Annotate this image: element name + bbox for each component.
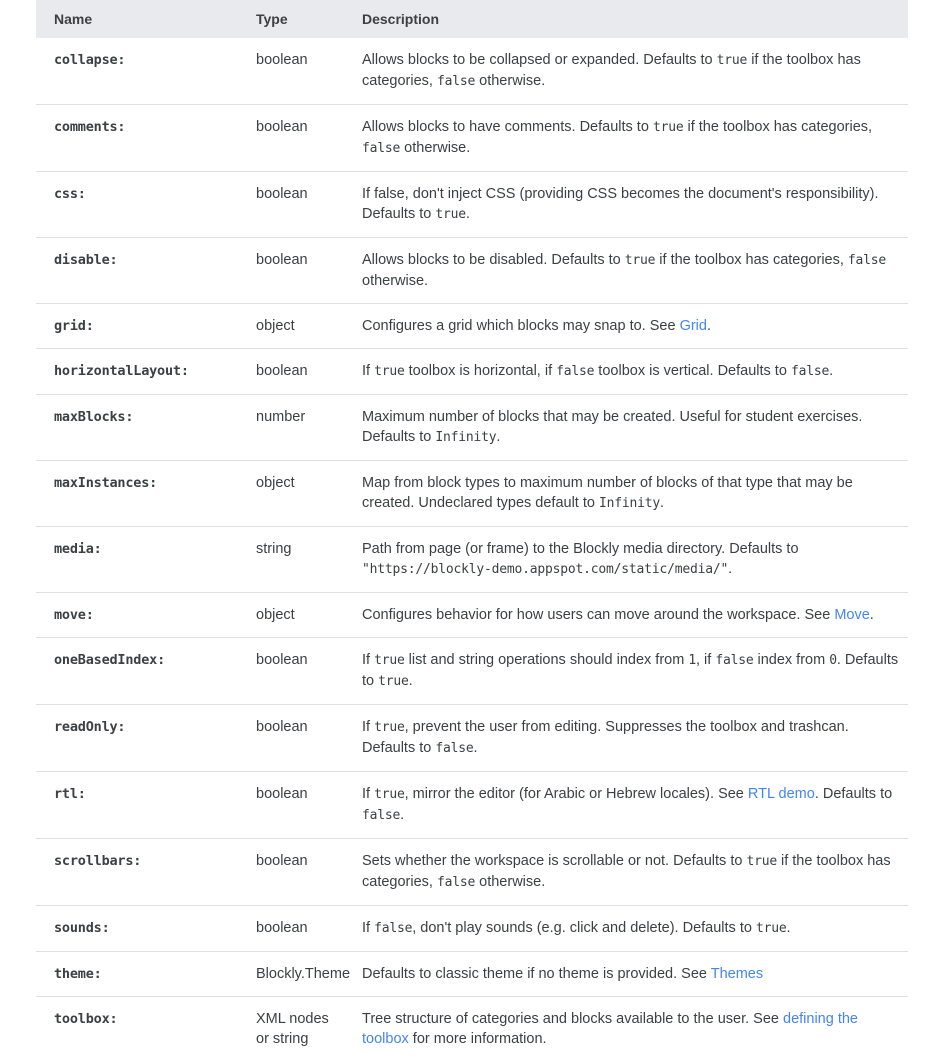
table-body	[36, 38, 908, 1061]
parameter-name: readOnly	[54, 719, 117, 735]
table-row	[36, 461, 908, 527]
cell-description	[344, 304, 908, 349]
cell-type	[238, 705, 344, 772]
parameter-name: media	[54, 541, 94, 557]
parameter-type: boolean	[256, 853, 308, 869]
parameter-description: If false, don't inject CSS (providing CSS becomes the document's responsibility). Defaults to true.	[362, 186, 879, 222]
parameter-description: Maximum number of blocks that may be created. Useful for student exercises. Defaults to Infinity.	[362, 409, 862, 445]
cell-type	[238, 105, 344, 172]
cell-name	[36, 952, 238, 997]
cell-name	[36, 839, 238, 906]
parameters-table-container	[36, 0, 908, 1061]
table-row	[36, 705, 908, 772]
parameter-name: move	[54, 607, 86, 623]
cell-name	[36, 105, 238, 172]
cell-description	[344, 349, 908, 395]
parameter-description: Defaults to classic theme if no theme is provided. See Themes	[362, 966, 763, 982]
parameter-type: boolean	[256, 252, 308, 268]
table-row	[36, 238, 908, 304]
column-header-type: Type	[238, 0, 344, 38]
table-row	[36, 772, 908, 839]
cell-name	[36, 38, 238, 105]
parameters-table	[36, 0, 908, 1061]
cell-type	[238, 461, 344, 527]
parameter-name: oneBasedIndex	[54, 652, 157, 668]
cell-description	[344, 593, 908, 638]
cell-description	[344, 238, 908, 304]
table-row	[36, 952, 908, 997]
parameter-name-colon: :	[110, 252, 118, 268]
parameter-name-colon: :	[78, 786, 86, 802]
cell-type	[238, 527, 344, 593]
parameter-type: number	[256, 409, 305, 425]
cell-description	[344, 638, 908, 705]
parameter-name: maxInstances	[54, 475, 149, 491]
parameter-description: Map from block types to maximum number of blocks of that type that may be created. Undeclared types default to Infinity.	[362, 475, 853, 511]
cell-type	[238, 304, 344, 349]
cell-type	[238, 395, 344, 461]
cell-name	[36, 906, 238, 952]
cell-name	[36, 172, 238, 238]
parameter-name-colon: :	[133, 853, 141, 869]
cell-type	[238, 997, 344, 1061]
cell-type	[238, 38, 344, 105]
cell-description	[344, 997, 908, 1061]
parameter-description: Allows blocks to be disabled. Defaults to true if the toolbox has categories, false otherwise.	[362, 252, 886, 289]
parameter-type: object	[256, 318, 295, 334]
parameter-name: rtl	[54, 786, 78, 802]
cell-description	[344, 527, 908, 593]
column-header-name: Name	[36, 0, 238, 38]
parameter-description: If true toolbox is horizontal, if false toolbox is vertical. Defaults to false.	[362, 363, 833, 379]
parameter-description: If true list and string operations should index from 1, if false index from 0. Defaults to true.	[362, 652, 898, 689]
cell-name	[36, 997, 238, 1061]
cell-description	[344, 172, 908, 238]
cell-name	[36, 593, 238, 638]
link-move[interactable]: Move	[834, 607, 869, 623]
parameter-type: Blockly.Theme	[256, 966, 350, 982]
cell-name	[36, 461, 238, 527]
table-row	[36, 105, 908, 172]
parameter-name-colon: :	[117, 52, 125, 68]
cell-description	[344, 395, 908, 461]
parameter-name-colon: :	[94, 541, 102, 557]
cell-description	[344, 705, 908, 772]
parameter-type: string	[256, 541, 291, 557]
cell-name	[36, 304, 238, 349]
table-row	[36, 638, 908, 705]
parameter-name: collapse	[54, 52, 117, 68]
table-row	[36, 304, 908, 349]
cell-name	[36, 772, 238, 839]
cell-description	[344, 772, 908, 839]
table-row	[36, 38, 908, 105]
cell-description	[344, 906, 908, 952]
cell-type	[238, 349, 344, 395]
parameter-name-colon: :	[86, 607, 94, 623]
parameter-name: sounds	[54, 920, 102, 936]
parameter-description: Path from page (or frame) to the Blockly media directory. Defaults to "https://blockly-demo.appspot.com/static/media/".	[362, 541, 799, 577]
cell-name	[36, 705, 238, 772]
parameter-name: grid	[54, 318, 86, 334]
table-row	[36, 593, 908, 638]
parameter-type: boolean	[256, 186, 308, 202]
parameter-description: Sets whether the workspace is scrollable or not. Defaults to true if the toolbox has categories, false otherwise.	[362, 853, 891, 890]
table-row	[36, 906, 908, 952]
table-row	[36, 172, 908, 238]
table-header	[36, 0, 908, 38]
parameter-type: boolean	[256, 786, 308, 802]
parameter-name: css	[54, 186, 78, 202]
table-row	[36, 349, 908, 395]
parameter-name: theme	[54, 966, 94, 982]
cell-description	[344, 38, 908, 105]
parameter-name-colon: :	[117, 119, 125, 135]
parameter-name-colon: :	[157, 652, 165, 668]
cell-description	[344, 461, 908, 527]
parameter-name-colon: :	[102, 920, 110, 936]
table-row	[36, 527, 908, 593]
parameter-type: boolean	[256, 719, 308, 735]
parameter-name-colon: :	[117, 719, 125, 735]
parameter-name-colon: :	[125, 409, 133, 425]
cell-name	[36, 238, 238, 304]
table-header-row	[36, 0, 908, 38]
parameter-description: If false, don't play sounds (e.g. click and delete). Defaults to true.	[362, 920, 791, 936]
parameter-type: boolean	[256, 119, 308, 135]
cell-description	[344, 105, 908, 172]
table-row	[36, 395, 908, 461]
link-rtl-demo[interactable]: RTL demo	[748, 786, 815, 802]
cell-name	[36, 638, 238, 705]
link-grid[interactable]: Grid	[680, 318, 707, 334]
cell-name	[36, 527, 238, 593]
link-themes[interactable]: Themes	[711, 966, 763, 982]
parameter-name: horizontalLayout	[54, 363, 181, 379]
parameter-description: If true, mirror the editor (for Arabic or Hebrew locales). See RTL demo. Defaults to false.	[362, 786, 892, 823]
cell-type	[238, 593, 344, 638]
parameter-name-colon: :	[94, 966, 102, 982]
link-defining-the-toolbox[interactable]: defining the toolbox	[362, 1011, 858, 1047]
parameter-description: If true, prevent the user from editing. Suppresses the toolbox and trashcan. Defaults to false.	[362, 719, 849, 756]
parameter-name-colon: :	[78, 186, 86, 202]
cell-description	[344, 952, 908, 997]
table-row	[36, 997, 908, 1061]
cell-type	[238, 839, 344, 906]
cell-type	[238, 906, 344, 952]
parameter-type: boolean	[256, 652, 308, 668]
parameter-type: boolean	[256, 363, 308, 379]
cell-description	[344, 839, 908, 906]
parameter-name: comments	[54, 119, 117, 135]
cell-type	[238, 952, 344, 997]
cell-type	[238, 638, 344, 705]
parameter-name: scrollbars	[54, 853, 133, 869]
parameter-type: boolean	[256, 920, 308, 936]
parameter-name-colon: :	[181, 363, 189, 379]
parameter-type: boolean	[256, 52, 308, 68]
parameter-type: XML nodes or string	[256, 1011, 329, 1047]
parameter-description: Allows blocks to have comments. Defaults to true if the toolbox has categories, false otherwise.	[362, 119, 872, 156]
cell-name	[36, 349, 238, 395]
cell-type	[238, 238, 344, 304]
column-header-description: Description	[344, 0, 908, 38]
parameter-name: maxBlocks	[54, 409, 125, 425]
cell-name	[36, 395, 238, 461]
parameter-type: object	[256, 475, 295, 491]
cell-type	[238, 172, 344, 238]
parameter-name: toolbox	[54, 1011, 110, 1027]
parameter-description: Tree structure of categories and blocks available to the user. See defining the toolbox for more information.	[362, 1011, 858, 1047]
parameter-name-colon: :	[149, 475, 157, 491]
parameter-description: Configures behavior for how users can move around the workspace. See Move.	[362, 607, 874, 623]
parameter-name-colon: :	[86, 318, 94, 334]
parameter-name-colon: :	[110, 1011, 118, 1027]
parameter-type: object	[256, 607, 295, 623]
parameter-name: disable	[54, 252, 110, 268]
cell-type	[238, 772, 344, 839]
parameter-description: Configures a grid which blocks may snap to. See Grid.	[362, 318, 711, 334]
parameter-description: Allows blocks to be collapsed or expanded. Defaults to true if the toolbox has categories, false otherwise.	[362, 52, 861, 89]
table-row	[36, 839, 908, 906]
